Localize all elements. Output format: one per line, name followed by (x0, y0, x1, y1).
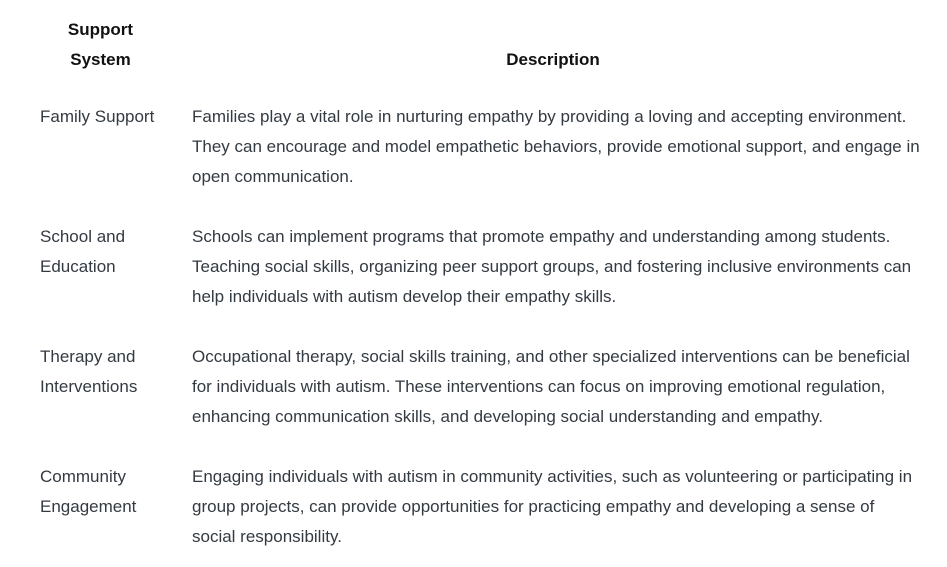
description-cell: Engaging individuals with autism in community activities, such as volunteering or participating in group projects, can provide opportunities for practicing empathy and developing a sense of social responsibility. (192, 467, 913, 546)
table-body (25, 87, 930, 567)
table-row (25, 327, 930, 447)
description-cell: Occupational therapy, social skills training, and other specialized interventions can be beneficial for individuals with autism. These interventions can focus on improving emotional regulation, enhancing communication skills, and developing social understanding and empathy. (192, 347, 910, 426)
system-cell: School and Education (40, 227, 126, 276)
table-row (25, 207, 930, 327)
system-cell: Community Engagement (40, 467, 137, 516)
table-row (25, 87, 930, 207)
description-cell: Families play a vital role in nurturing empathy by providing a loving and accepting environment. They can encourage and model empathetic behaviors, provide emotional support, and engage in open communication. (192, 107, 920, 186)
support-systems-table (25, 11, 930, 567)
description-cell: Schools can implement programs that promote empathy and understanding among students. Teaching social skills, organizing peer support groups, and fostering inclusive environments can help individuals with autism develop their empathy skills. (192, 227, 912, 306)
header-row (25, 11, 930, 87)
header-description: Description (506, 50, 600, 69)
table-header (25, 11, 930, 87)
header-support-system: Support System (67, 20, 134, 69)
system-cell: Therapy and Interventions (40, 347, 138, 396)
system-cell: Family Support (40, 107, 155, 126)
table-row (25, 447, 930, 567)
